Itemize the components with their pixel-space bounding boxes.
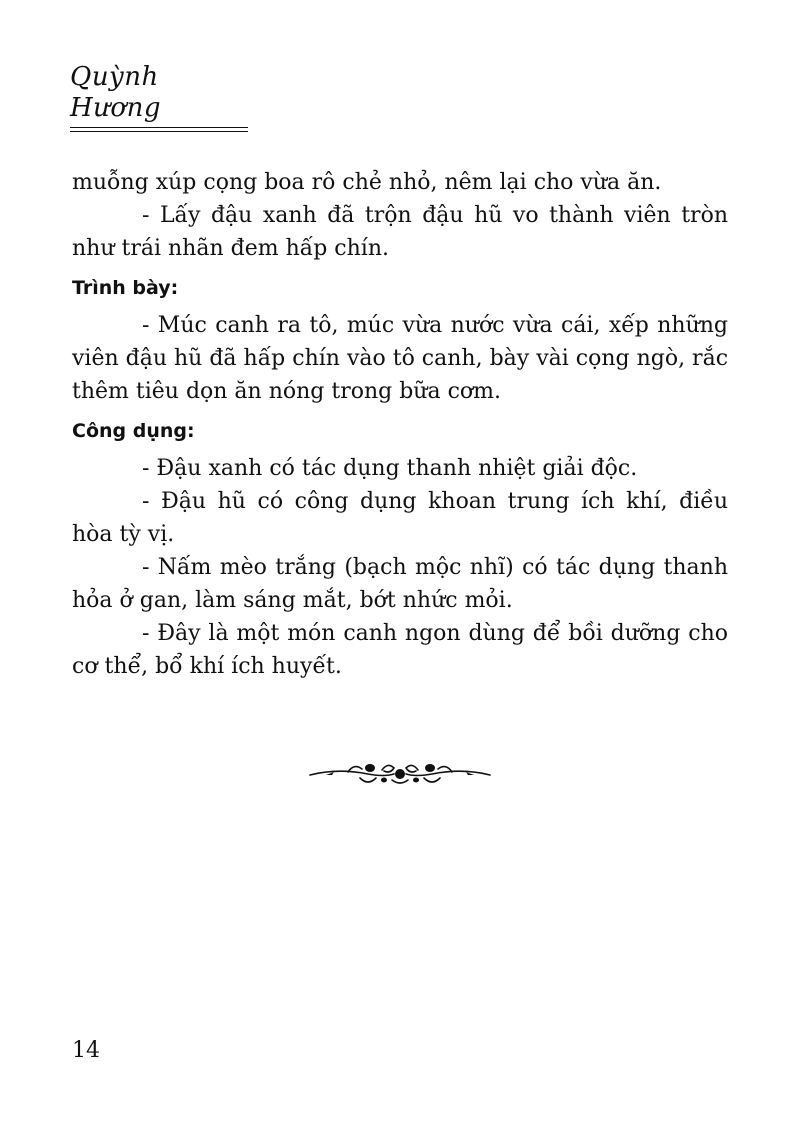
page-body [72,166,728,683]
page-number: 14 [72,1038,100,1063]
running-header [70,62,248,132]
paragraph: muỗng xúp cọng boa rô chẻ nhỏ, nêm lại cho vừa ăn. [72,170,662,195]
paragraph: - Đây là một món canh ngon dùng để bồi dưỡng cho cơ thể, bổ khí ích huyết. [72,621,728,679]
paragraph: - Đậu hũ có công dụng khoan trung ích khí, điều hòa tỳ vị. [72,489,728,547]
section-heading-cong-dung: Công dụng: [72,420,195,442]
running-title: Quỳnh Hương [70,62,161,124]
floral-divider-icon [308,756,492,792]
header-rule [70,127,248,128]
paragraph: - Lấy đậu xanh đã trộn đậu hũ vo thành viên tròn như trái nhãn đem hấp chín. [72,203,728,261]
header-rule-thin [70,131,248,132]
paragraph: - Nấm mèo trắng (bạch mộc nhĩ) có tác dụng thanh hỏa ở gan, làm sáng mắt, bớt nhức mỏi. [72,555,728,613]
section-heading-trinh-bay: Trình bày: [72,277,179,299]
paragraph: - Đậu xanh có tác dụng thanh nhiệt giải độc. [142,456,638,481]
paragraph: - Múc canh ra tô, múc vừa nước vừa cái, xếp những viên đậu hũ đã hấp chín vào tô canh, bày vài cọng ngò, rắc thêm tiêu dọn ăn nóng trong bữa cơm. [72,313,729,404]
